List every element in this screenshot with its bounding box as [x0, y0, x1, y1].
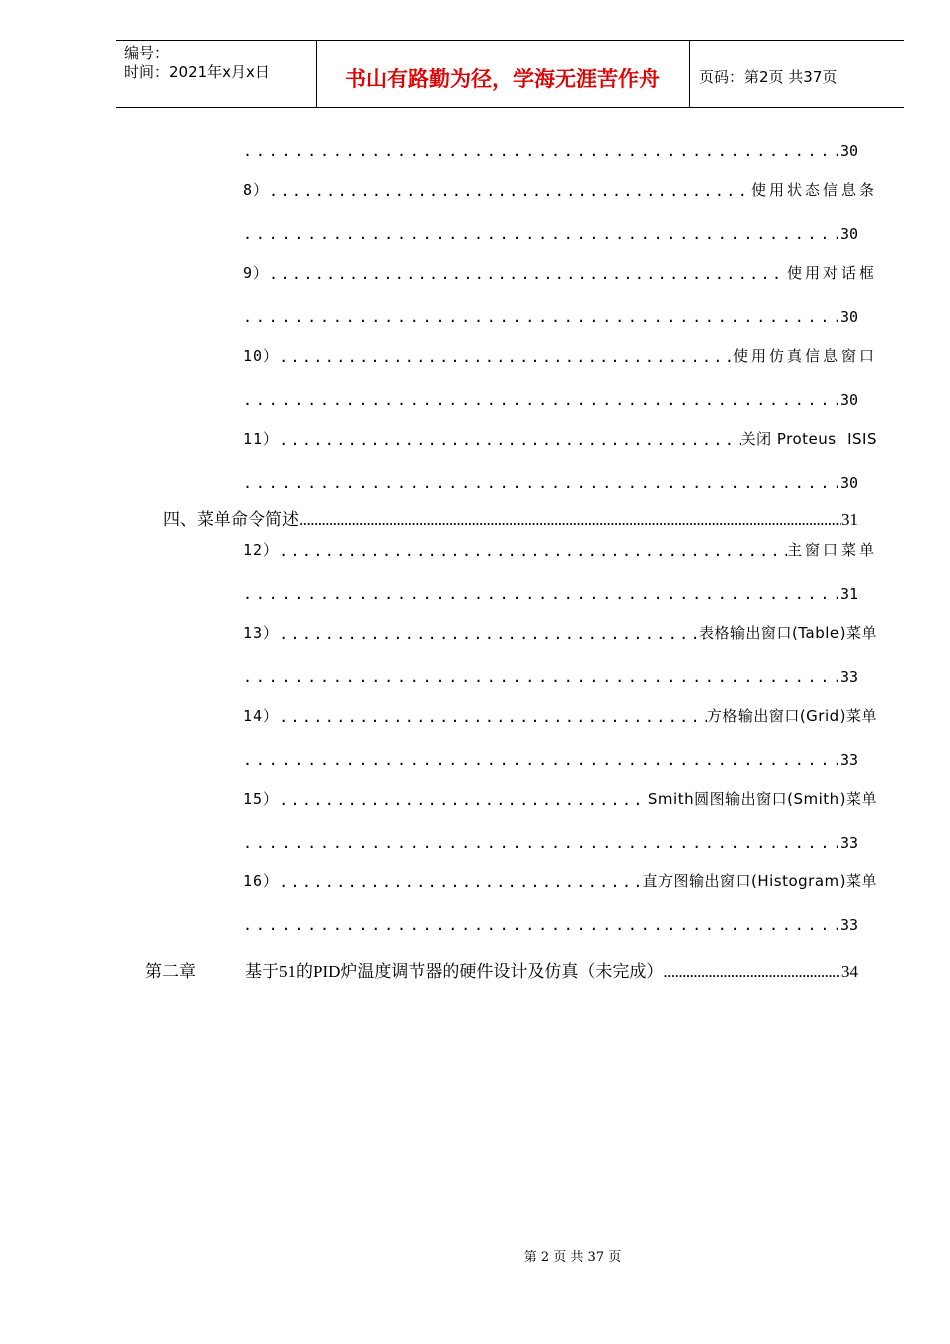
leader-dots: [243, 751, 838, 769]
toc-entry-number: 14）: [243, 707, 280, 725]
leader-dots: [269, 265, 787, 283]
leader-dots: [243, 668, 838, 686]
toc-entry-title: 方格输出窗口(Grid)菜单: [706, 707, 877, 725]
toc-section-title: 四、菜单命令简述: [163, 510, 299, 529]
toc-entry-title: 使用仿真信息窗口: [732, 347, 877, 365]
toc-chapter-title: 基于51的PID炉温度调节器的硬件设计及仿真（未完成）: [245, 962, 664, 981]
toc-page-line: [243, 830, 858, 852]
page-footer: 第 2 页 共 37 页: [523, 1250, 622, 1265]
toc-entry-title: 使用状态信息条: [750, 181, 877, 199]
toc-entry-number: 16）: [243, 872, 280, 890]
toc-entry-title: 表格输出窗口(Table)菜单: [699, 624, 877, 642]
toc-page-line: [243, 747, 858, 769]
toc-page-number: 33: [839, 916, 858, 934]
toc-entry-number: 10）: [243, 347, 280, 365]
leader-dots: [663, 962, 841, 982]
leader-dots: [299, 510, 841, 530]
toc-page-number: 30: [839, 474, 858, 492]
toc-entry-10: [243, 344, 877, 366]
leader-dots: [279, 542, 787, 560]
leader-dots: [279, 625, 699, 643]
toc-entry-title: 使用对话框: [786, 264, 877, 282]
leader-dots: [279, 708, 707, 726]
toc-page-line: [243, 470, 858, 492]
toc-entry-number: 15）: [243, 790, 280, 808]
leader-dots: [269, 182, 751, 200]
toc-page-number: 34: [841, 962, 858, 981]
toc-entry-number: 13）: [243, 624, 280, 642]
toc-entry-number: 9）: [243, 264, 270, 282]
toc-entry-title: 主窗口菜单: [786, 541, 877, 559]
header-meta-cell: [116, 41, 317, 107]
toc-page-number: 33: [839, 834, 858, 852]
toc-page-number: 31: [839, 585, 858, 603]
toc-chapter-label: 第二章: [145, 962, 196, 981]
motto: 书山有路勤为径，学海无涯苦作舟: [345, 67, 660, 91]
page-info: 页码：第2页 共37页: [699, 68, 838, 86]
toc-entry-title: 直方图输出窗口(Histogram)菜单: [642, 872, 877, 890]
toc-entry-16: [243, 869, 877, 891]
leader-dots: [243, 225, 838, 243]
leader-dots: [243, 391, 838, 409]
toc-page-line: [243, 581, 858, 603]
toc-entry-15: [243, 787, 877, 809]
leader-dots: [243, 916, 838, 934]
leader-dots: [279, 348, 733, 366]
toc-page-line: [243, 387, 858, 409]
header-motto-cell: [316, 41, 690, 107]
toc-page-line: [243, 221, 858, 243]
toc-entry-number: 12）: [243, 541, 280, 559]
toc-page-number: 30: [839, 142, 858, 160]
toc-page-number: 30: [839, 225, 858, 243]
header-page-cell: [689, 41, 904, 107]
toc-page-number: 31: [841, 510, 858, 529]
toc-page-number: 30: [839, 308, 858, 326]
toc-page-line: [243, 138, 858, 160]
date-label: 时间：2021年x月x日: [124, 63, 270, 81]
toc-entry-8: [243, 178, 877, 200]
leader-dots: [243, 142, 838, 160]
leader-dots: [243, 308, 838, 326]
toc-entry-14: [243, 704, 877, 726]
toc-entry-number: 11）: [243, 430, 280, 448]
toc-entry-11: [243, 427, 877, 449]
toc-entry-12: [243, 538, 877, 560]
leader-dots: [243, 585, 838, 603]
toc-page-number: 33: [839, 751, 858, 769]
toc-section-4: [163, 508, 858, 530]
toc-chapter-2: [145, 960, 858, 982]
toc-page-number: 30: [839, 391, 858, 409]
toc-page-line: [243, 304, 858, 326]
toc-page-line: [243, 912, 858, 934]
toc-entry-13: [243, 621, 877, 643]
leader-dots: [279, 431, 741, 449]
leader-dots: [243, 474, 838, 492]
toc-page-number: 33: [839, 668, 858, 686]
leader-dots: [279, 873, 642, 891]
toc-entry-title: 关闭 Proteus ISIS: [740, 430, 877, 448]
toc-entry-9: [243, 261, 877, 283]
leader-dots: [243, 834, 838, 852]
serial-label: 编号：: [124, 44, 170, 62]
leader-dots: [279, 791, 648, 809]
toc-entry-title: Smith圆图输出窗口(Smith)菜单: [647, 790, 877, 808]
toc-page-line: [243, 664, 858, 686]
toc-entry-number: 8）: [243, 181, 270, 199]
page-header: [116, 40, 904, 108]
